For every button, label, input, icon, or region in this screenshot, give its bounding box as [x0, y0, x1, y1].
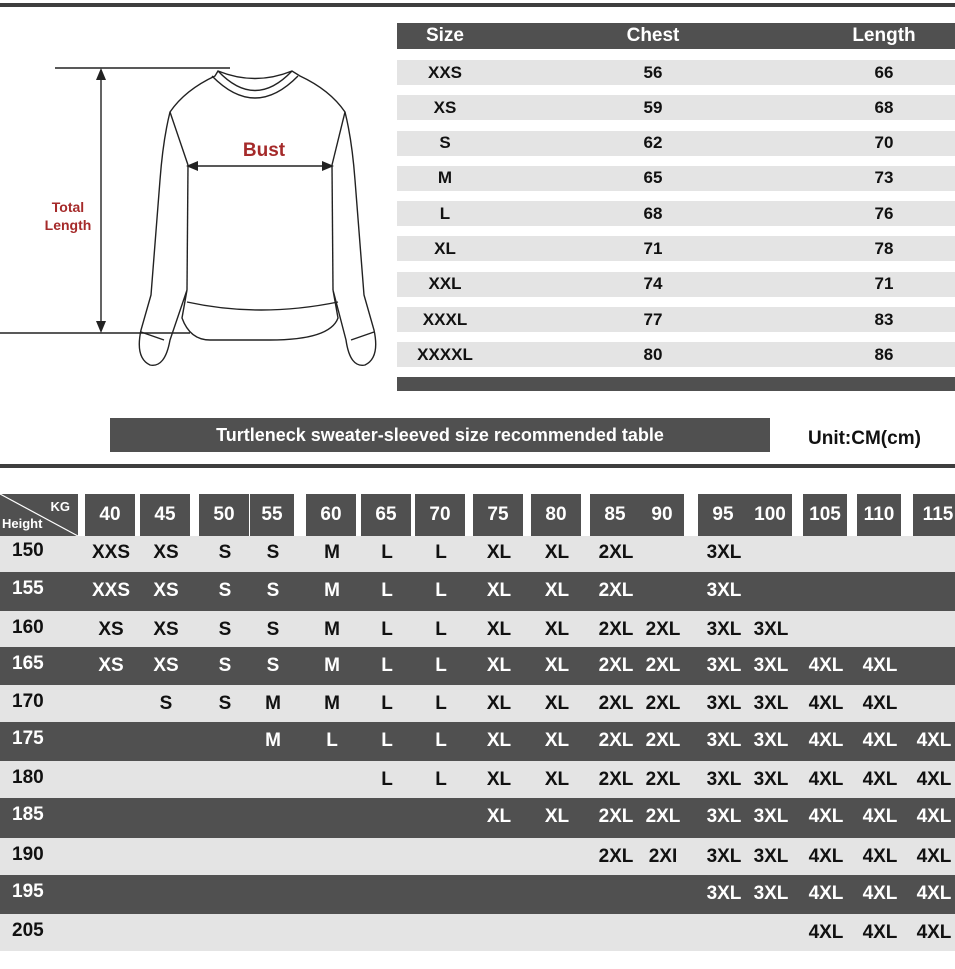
size-chart-table: [397, 23, 955, 391]
size-recommendation-cell: XS: [153, 542, 179, 563]
unit-label: Unit:CM(cm): [808, 428, 921, 449]
size-recommendation-cell: 4XL: [916, 730, 952, 751]
size-recommendation-cell: 3XL: [706, 619, 742, 640]
size-chart-row: [397, 272, 955, 297]
size-recommendation-cell: 2XL: [598, 693, 634, 714]
row-band: [0, 611, 955, 647]
size-chart-row: [397, 166, 955, 191]
size-recommendation-cell: L: [381, 542, 393, 563]
size-recommendation-cell: 3XL: [706, 806, 742, 827]
size-recommendation-cell: L: [435, 655, 447, 676]
size-recommendation-cell: 3XL: [753, 693, 789, 714]
total-length-label-line1: Total: [51, 199, 85, 215]
size-recommendation-cell: XS: [153, 655, 179, 676]
size-recommendation-cell: 4XL: [862, 769, 898, 790]
total-length-label-line2: Length: [44, 217, 92, 233]
size-recommendation-cell: 3XL: [706, 769, 742, 790]
height-row: [0, 914, 955, 951]
size-recommendation-cell: XL: [544, 806, 570, 827]
size-cell: XXS: [427, 62, 463, 82]
height-row: [0, 798, 955, 838]
size-recommendation-cell: 3XL: [753, 769, 789, 790]
height-row: [0, 572, 955, 611]
size-recommendation-cell: 4XL: [808, 693, 844, 714]
chest-cell: 56: [643, 62, 663, 82]
height-value: 190: [12, 844, 44, 865]
corner-header-cell: [0, 494, 78, 536]
size-recommendation-cell: L: [435, 769, 447, 790]
size-recommendation-cell: S: [266, 655, 280, 676]
size-recommendation-cell: 4XL: [916, 922, 952, 943]
header-size: Size: [425, 25, 465, 46]
weight-header-cell: 50: [199, 494, 249, 536]
middle-divider: [0, 464, 955, 468]
size-recommendation-cell: L: [381, 693, 393, 714]
size-recommendation-cell: 4XL: [916, 846, 952, 867]
size-recommendation-cell: XL: [544, 542, 570, 563]
size-chart-row: [397, 95, 955, 120]
height-value: 150: [12, 540, 44, 561]
size-recommendation-cell: XXS: [91, 580, 131, 601]
height-row: [0, 722, 955, 761]
chest-cell: 65: [643, 168, 663, 188]
size-recommendation-cell: M: [324, 580, 340, 601]
size-recommendation-cell: S: [266, 619, 280, 640]
weight-header-cell: 65: [361, 494, 411, 536]
size-recommendation-cell: M: [324, 619, 340, 640]
size-recommendation-cell: L: [435, 730, 447, 751]
size-recommendation-cell: L: [381, 730, 393, 751]
size-recommendation-grid: [0, 494, 955, 943]
weight-header-cell: 115: [913, 494, 955, 536]
weight-header-cell: 110: [857, 494, 901, 536]
size-recommendation-cell: 3XL: [706, 693, 742, 714]
size-recommendation-cell: 2XL: [598, 542, 634, 563]
height-value: 160: [12, 617, 44, 638]
size-recommendation-cell: L: [435, 693, 447, 714]
size-recommendation-cell: XL: [544, 769, 570, 790]
size-recommendation-cell: 3XL: [706, 883, 742, 904]
size-recommendation-cell: 4XL: [808, 883, 844, 904]
size-chart-row: [397, 131, 955, 156]
size-recommendation-cell: 4XL: [916, 806, 952, 827]
size-cell: XS: [433, 97, 457, 117]
size-recommendation-cell: 4XL: [808, 922, 844, 943]
size-cell: S: [439, 133, 451, 153]
size-recommendation-cell: 3XL: [706, 542, 742, 563]
size-recommendation-cell: L: [381, 619, 393, 640]
length-cell: 83: [874, 309, 894, 329]
size-cell: M: [437, 168, 453, 188]
length-cell: 73: [874, 168, 894, 188]
height-row: [0, 761, 955, 798]
length-cell: 66: [874, 62, 894, 82]
size-recommendation-cell: M: [265, 730, 281, 751]
table-caption: Turtleneck sweater-sleeved size recommended table: [110, 418, 770, 452]
size-recommendation-cell: 2XL: [598, 655, 634, 676]
row-band: [0, 572, 955, 611]
size-recommendation-cell: S: [218, 580, 232, 601]
size-recommendation-cell: 4XL: [808, 806, 844, 827]
size-recommendation-cell: 4XL: [916, 769, 952, 790]
size-recommendation-cell: XS: [153, 580, 179, 601]
size-recommendation-cell: 4XL: [862, 806, 898, 827]
size-recommendation-cell: 2XL: [598, 769, 634, 790]
size-recommendation-cell: XL: [486, 806, 512, 827]
size-recommendation-cell: 4XL: [862, 883, 898, 904]
size-recommendation-cell: L: [435, 580, 447, 601]
chest-cell: 74: [643, 274, 663, 294]
bust-label: Bust: [242, 140, 286, 161]
size-chart-row: [397, 201, 955, 226]
height-row: [0, 647, 955, 685]
size-recommendation-cell: 3XL: [706, 580, 742, 601]
size-recommendation-cell: M: [324, 542, 340, 563]
header-length: Length: [852, 25, 916, 46]
height-value: 170: [12, 691, 44, 712]
size-chart-header: [397, 23, 955, 49]
kg-label: KG: [50, 499, 70, 514]
size-recommendation-cell: 2XL: [598, 846, 634, 867]
size-recommendation-cell: XL: [486, 693, 512, 714]
size-recommendation-cell: XS: [153, 619, 179, 640]
weight-header-cell: 95: [698, 494, 748, 536]
size-recommendation-cell: XS: [98, 619, 124, 640]
size-recommendation-cell: XL: [486, 769, 512, 790]
height-value: 165: [12, 653, 44, 674]
size-recommendation-cell: XL: [486, 730, 512, 751]
size-recommendation-cell: 2XI: [648, 846, 678, 867]
size-recommendation-cell: 2XL: [645, 730, 681, 751]
size-recommendation-cell: XL: [544, 730, 570, 751]
size-recommendation-cell: S: [266, 542, 280, 563]
size-recommendation-cell: S: [159, 693, 173, 714]
height-row: [0, 685, 955, 722]
height-value: 185: [12, 804, 44, 825]
height-value: 175: [12, 728, 44, 749]
size-recommendation-cell: XL: [486, 655, 512, 676]
height-value: 205: [12, 920, 44, 941]
height-value: 155: [12, 578, 44, 599]
size-recommendation-cell: XL: [486, 542, 512, 563]
size-recommendation-cell: L: [381, 769, 393, 790]
chest-cell: 62: [643, 133, 663, 153]
height-row: [0, 536, 955, 572]
chest-cell: 80: [643, 344, 663, 364]
weight-header-cell: 55: [250, 494, 294, 536]
size-recommendation-cell: 3XL: [753, 806, 789, 827]
size-chart-row: [397, 236, 955, 261]
size-recommendation-cell: 2XL: [645, 769, 681, 790]
height-label: Height: [2, 516, 43, 531]
size-recommendation-cell: L: [326, 730, 338, 751]
size-recommendation-cell: XL: [544, 655, 570, 676]
size-recommendation-cell: 3XL: [753, 846, 789, 867]
weight-header-cell: 75: [473, 494, 523, 536]
chest-cell: 71: [643, 238, 663, 258]
size-recommendation-cell: 4XL: [862, 846, 898, 867]
size-recommendation-cell: 4XL: [862, 730, 898, 751]
size-recommendation-cell: 4XL: [808, 769, 844, 790]
size-recommendation-cell: XXS: [91, 542, 131, 563]
length-cell: 70: [874, 133, 894, 153]
size-recommendation-cell: 3XL: [706, 730, 742, 751]
size-cell: XXXXL: [417, 344, 473, 364]
header-chest: Chest: [626, 25, 680, 46]
size-recommendation-cell: L: [381, 655, 393, 676]
chest-cell: 77: [643, 309, 663, 329]
size-recommendation-cell: M: [265, 693, 281, 714]
size-chart-row: [397, 307, 955, 332]
weight-header-cell: 60: [306, 494, 356, 536]
size-recommendation-cell: XL: [486, 580, 512, 601]
size-recommendation-cell: XL: [544, 693, 570, 714]
length-cell: 86: [874, 344, 894, 364]
size-recommendation-cell: 2XL: [645, 619, 681, 640]
weight-header-cell: 45: [140, 494, 190, 536]
size-recommendation-cell: M: [324, 655, 340, 676]
length-cell: 71: [874, 274, 894, 294]
sweater-diagram: [0, 40, 395, 380]
size-recommendation-cell: L: [435, 619, 447, 640]
height-row: [0, 875, 955, 914]
size-recommendation-cell: 4XL: [808, 730, 844, 751]
height-row: [0, 838, 955, 875]
height-value: 195: [12, 881, 44, 902]
row-band: [0, 536, 955, 572]
size-recommendation-cell: 4XL: [808, 846, 844, 867]
size-recommendation-cell: 4XL: [808, 655, 844, 676]
length-cell: 76: [874, 203, 894, 223]
size-recommendation-cell: 2XL: [645, 693, 681, 714]
size-recommendation-cell: M: [324, 693, 340, 714]
size-recommendation-cell: 2XL: [598, 730, 634, 751]
size-chart-footer-bar: [397, 377, 955, 391]
size-cell: XXXL: [422, 309, 468, 329]
size-chart-row: [397, 60, 955, 85]
length-cell: 78: [874, 238, 894, 258]
size-recommendation-cell: 2XL: [645, 806, 681, 827]
size-recommendation-cell: 4XL: [862, 693, 898, 714]
length-cell: 68: [874, 97, 894, 117]
size-recommendation-cell: XL: [486, 619, 512, 640]
weight-header-cell: 40: [85, 494, 135, 536]
top-divider: [0, 3, 955, 7]
size-recommendation-cell: S: [218, 619, 232, 640]
size-cell: XXL: [428, 274, 462, 294]
size-cell: L: [439, 203, 451, 223]
size-recommendation-cell: 3XL: [706, 846, 742, 867]
height-value: 180: [12, 767, 44, 788]
size-recommendation-cell: 4XL: [916, 883, 952, 904]
size-recommendation-cell: 3XL: [753, 730, 789, 751]
size-recommendation-cell: 2XL: [598, 580, 634, 601]
size-recommendation-cell: 2XL: [645, 655, 681, 676]
size-recommendation-cell: L: [435, 542, 447, 563]
size-recommendation-cell: S: [266, 580, 280, 601]
size-recommendation-cell: 3XL: [753, 619, 789, 640]
size-recommendation-cell: 2XL: [598, 806, 634, 827]
weight-header-cell: 100: [748, 494, 792, 536]
weight-header-cell: 80: [531, 494, 581, 536]
size-recommendation-cell: S: [218, 655, 232, 676]
size-recommendation-cell: 3XL: [753, 655, 789, 676]
size-recommendation-cell: XS: [98, 655, 124, 676]
size-recommendation-cell: S: [218, 542, 232, 563]
chest-cell: 59: [643, 97, 663, 117]
chest-cell: 68: [643, 203, 663, 223]
size-chart-rows: [397, 60, 955, 367]
size-chart-row: [397, 342, 955, 367]
size-cell: XL: [434, 238, 456, 258]
size-recommendation-cell: 4XL: [862, 922, 898, 943]
size-recommendation-cell: XL: [544, 580, 570, 601]
size-recommendation-cell: S: [218, 693, 232, 714]
size-recommendation-cell: 4XL: [862, 655, 898, 676]
size-recommendation-cell: 3XL: [753, 883, 789, 904]
weight-header-row: [0, 494, 955, 536]
size-recommendation-cell: XL: [544, 619, 570, 640]
weight-header-cell: 70: [415, 494, 465, 536]
weight-header-cell: 105: [803, 494, 847, 536]
size-recommendation-cell: 2XL: [598, 619, 634, 640]
weight-header-cell: 90: [640, 494, 684, 536]
size-recommendation-cell: L: [381, 580, 393, 601]
size-recommendation-cell: 3XL: [706, 655, 742, 676]
weight-header-cell: 85: [590, 494, 640, 536]
total-length-label: [30, 198, 106, 234]
height-row: [0, 611, 955, 647]
